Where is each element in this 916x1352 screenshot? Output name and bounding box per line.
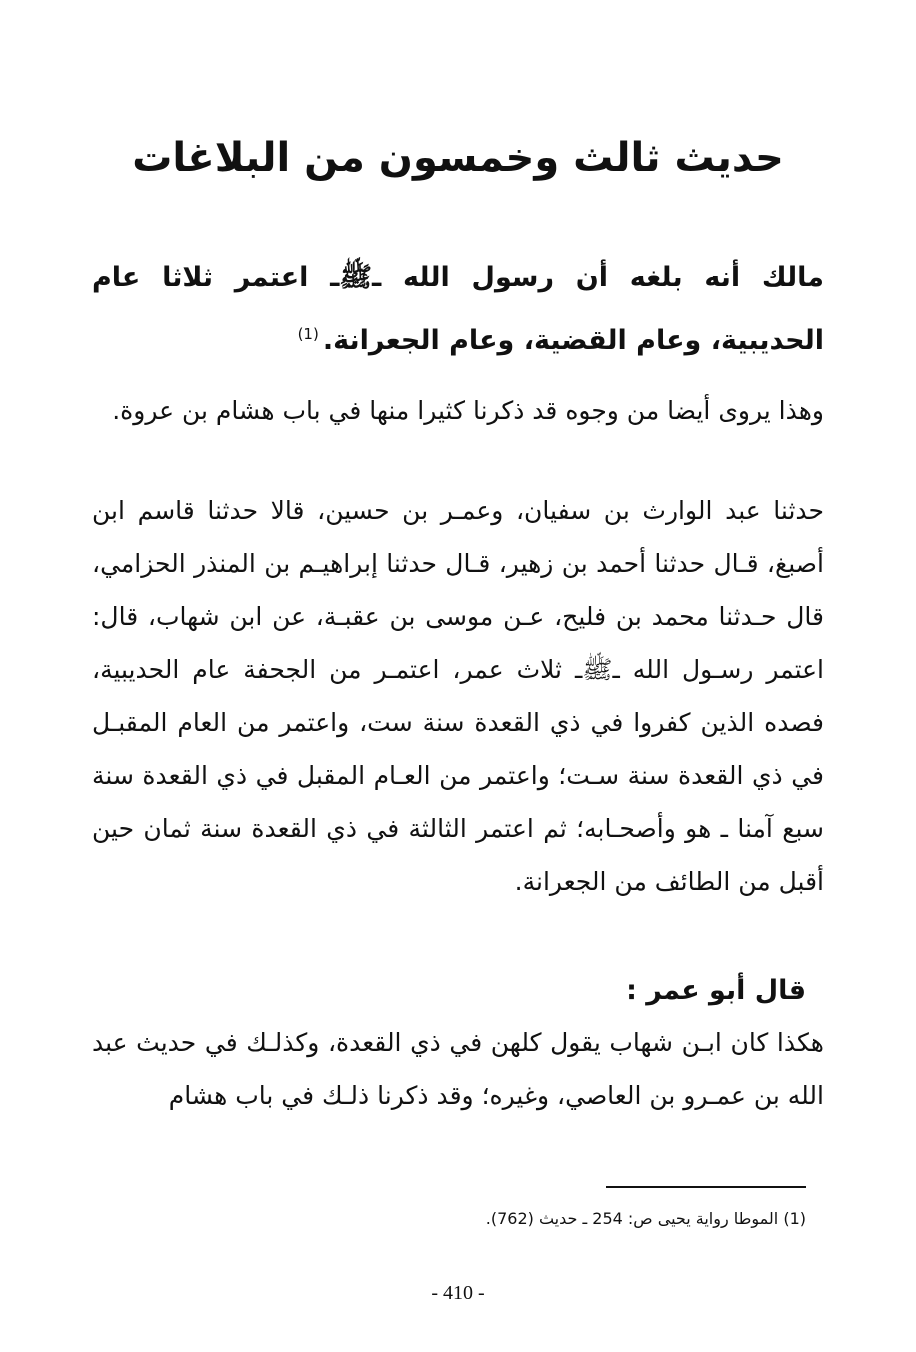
section-heading: قال أبو عمر : xyxy=(626,975,806,1006)
page-number: - 410 - xyxy=(431,1282,485,1304)
lead-hadith xyxy=(92,250,824,369)
paragraph-isnad: حدثنا عبد الوارث بن سفيان، وعمـر بن حسين، قالا حدثنا قاسم ابن أصبغ، قـال حدثنا أحمد بن زهير، قـال حدثنا إبراهيـم بن المنذر الحزامي، قال حـدثنا محمد بن فليح، عـن موسى بن عقبـة، عن ابن شهاب، قال: اعتمر رسـول الله ـﷺـ ثلاث عمر، اعتمـر من الجحفة عام الحديبية، فصده الذين كفروا في ذي القعدة سنة ست، واعتمر من العام المقبـل في ذي القعدة سنة سـت؛ واعتمر من العـام المقبل في ذي القعدة سنة سبع آمنا ـ هو وأصحـابه؛ ثم اعتمر الثالثة في ذي القعدة سنة ثمان حين أقبل من الطائف من الجعرانة. xyxy=(92,496,824,896)
footnote-divider xyxy=(606,1186,806,1188)
page-title: حديث ثالث وخمسون من البلاغات xyxy=(132,135,784,181)
lead-hadith-text: مالك أنه بلغه أن رسول الله ـﷺـ اعتمر ثلاثا عام الحديبية، وعام القضية، وعام الجعرانة. xyxy=(92,262,824,356)
footnote-reference: (1) xyxy=(297,325,319,343)
section-paragraph: هكذا كان ابـن شهاب يقول كلهن في ذي القعدة، وكذلـك في حديث عبد الله بن عمـرو بن العاصي، وغيره؛ وقد ذكرنا ذلـك في باب هشام xyxy=(92,1028,824,1110)
paragraph-commentary: وهذا يروى أيضا من وجوه قد ذكرنا كثيرا منها في باب هشام بن عروة. xyxy=(112,396,824,425)
footnote-text: (1) الموطا رواية يحيى ص: 254 ـ حديث (762). xyxy=(485,1209,806,1228)
